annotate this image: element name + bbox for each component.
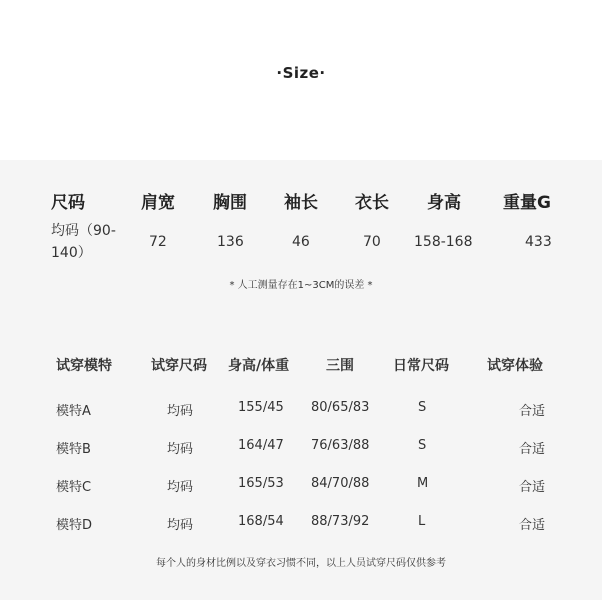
size-header-weight: 重量G <box>503 193 551 213</box>
model-cell-name: 模特C <box>56 480 92 495</box>
model-cell-daily-size: M <box>417 476 429 491</box>
model-cell-height-weight: 168/54 <box>238 514 284 529</box>
model-cell-fit: 合适 <box>519 518 546 533</box>
size-cell-sleeve: 46 <box>292 234 310 250</box>
size-cell-weight: 433 <box>525 234 552 250</box>
model-cell-height-weight: 155/45 <box>238 400 284 415</box>
size-header-length: 衣长 <box>355 193 389 213</box>
model-header-measurements: 三围 <box>326 358 354 374</box>
model-cell-daily-size: S <box>418 438 427 453</box>
model-cell-fit: 合适 <box>519 480 546 495</box>
model-cell-height-weight: 165/53 <box>238 476 284 491</box>
model-cell-name: 模特D <box>56 518 93 533</box>
model-cell-daily-size: L <box>418 514 426 529</box>
model-cell-height-weight: 164/47 <box>238 438 284 453</box>
size-cell-shoulder: 72 <box>149 234 167 250</box>
size-cell-height: 158-168 <box>414 234 473 250</box>
size-cell-length: 70 <box>363 234 381 250</box>
model-cell-measurements: 80/65/83 <box>311 400 370 415</box>
size-header-sleeve: 袖长 <box>284 193 318 213</box>
model-cell-size: 均码 <box>167 518 194 533</box>
model-header-size: 试穿尺码 <box>151 358 207 374</box>
model-cell-measurements: 84/70/88 <box>311 476 370 491</box>
size-measure-note: * 人工测量存在1~3CM的误差 * <box>229 280 373 291</box>
model-header-height-weight: 身高/体重 <box>228 358 290 374</box>
model-cell-size: 均码 <box>167 480 194 495</box>
size-cell-chest: 136 <box>217 234 244 250</box>
size-header-height: 身高 <box>427 193 461 213</box>
model-header-model: 试穿模特 <box>56 358 112 374</box>
model-cell-daily-size: S <box>418 400 427 415</box>
model-cell-fit: 合适 <box>519 442 546 457</box>
size-panel <box>0 160 602 600</box>
size-cell-size: 均码（90-140） <box>51 223 116 261</box>
model-header-fit: 试穿体验 <box>487 358 543 374</box>
fit-reference-note: 每个人的身材比例以及穿衣习惯不同，以上人员试穿尺码仅供参考 <box>156 558 446 569</box>
model-cell-measurements: 76/63/88 <box>311 438 370 453</box>
model-cell-name: 模特A <box>56 404 91 419</box>
model-header-daily-size: 日常尺码 <box>393 358 449 374</box>
model-cell-size: 均码 <box>167 404 194 419</box>
size-header-chest: 胸围 <box>213 193 247 213</box>
size-header-shoulder: 肩宽 <box>141 193 175 213</box>
model-cell-fit: 合适 <box>519 404 546 419</box>
model-cell-measurements: 88/73/92 <box>311 514 370 529</box>
size-header-size: 尺码 <box>51 193 85 213</box>
model-cell-name: 模特B <box>56 442 91 457</box>
model-cell-size: 均码 <box>167 442 194 457</box>
size-title: ·Size· <box>276 64 326 82</box>
